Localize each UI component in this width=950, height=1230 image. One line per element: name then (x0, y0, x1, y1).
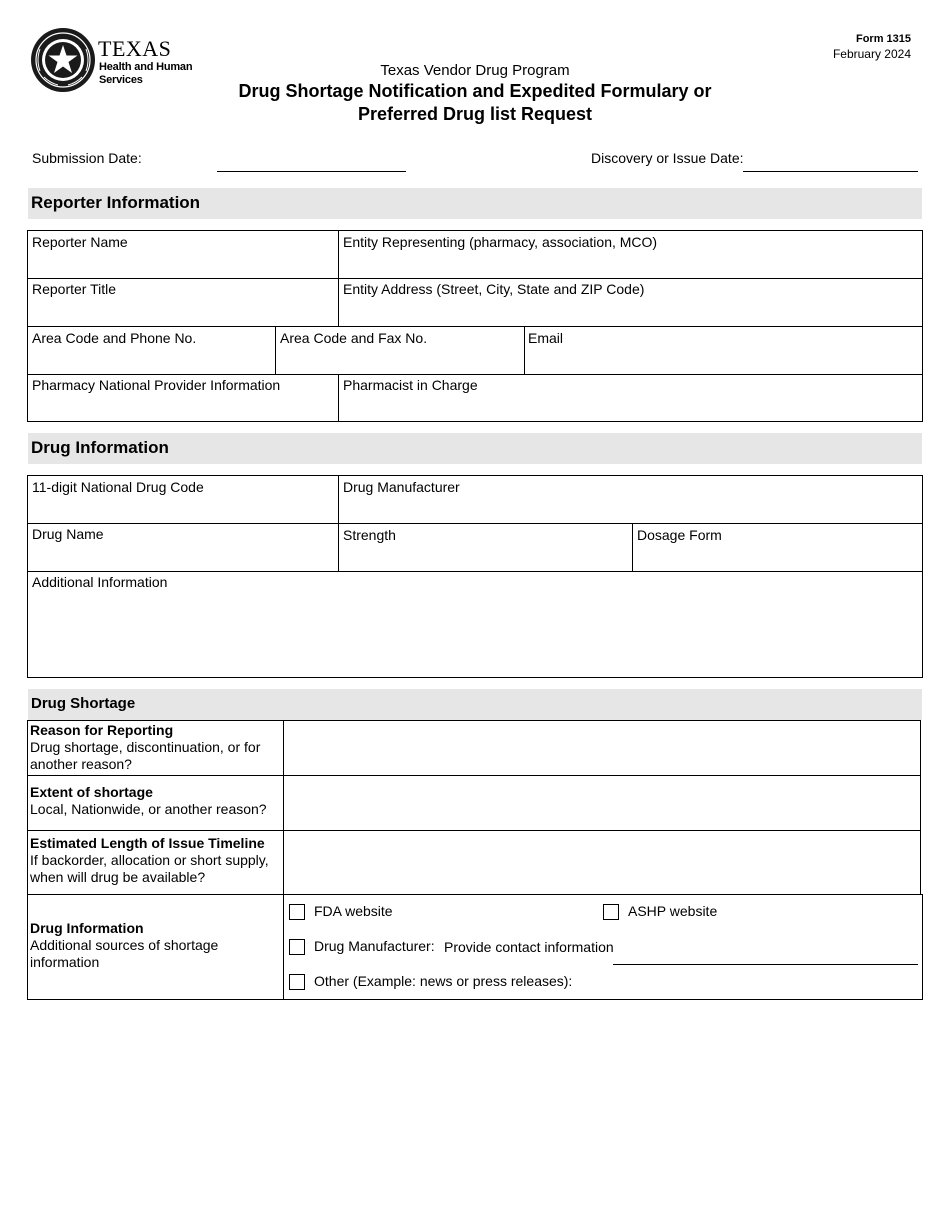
ashp-checkbox[interactable] (603, 904, 619, 920)
sources-row-label (30, 920, 245, 971)
logo-wordmark: TEXAS (98, 36, 172, 61)
manufacturer-contact-field[interactable] (613, 964, 918, 965)
reason-row-label (30, 722, 280, 773)
timeline-row-label (30, 835, 280, 886)
form-title (0, 80, 950, 126)
email-field[interactable]: Email (528, 330, 564, 346)
manufacturer-checkbox[interactable] (289, 939, 305, 955)
dosage-form-field[interactable]: Dosage Form (637, 527, 722, 543)
reason-desc: Drug shortage, discontinuation, or for another reason? (30, 739, 261, 772)
logo-subtitle-line1: Health and Human (99, 61, 193, 73)
fax-field[interactable]: Area Code and Fax No. (280, 330, 428, 346)
other-checkbox[interactable] (289, 974, 305, 990)
timeline-input[interactable] (285, 831, 919, 893)
drug-name-field[interactable]: Drug Name (32, 526, 104, 542)
strength-field[interactable]: Strength (343, 527, 396, 543)
discovery-date-label: Discovery or Issue Date: (591, 150, 744, 166)
sources-title: Drug Information (30, 920, 144, 936)
other-label: Other (Example: news or press releases): (314, 973, 573, 989)
extent-input[interactable] (285, 776, 919, 829)
npi-field[interactable]: Pharmacy National Provider Information (32, 377, 281, 393)
sources-desc: Additional sources of shortage information (30, 937, 219, 970)
form-number: Form 1315 (855, 33, 911, 45)
extent-title: Extent of shortage (30, 784, 153, 800)
reporter-section-header (28, 188, 922, 219)
logo-subtitle-line2: Services (99, 74, 143, 86)
ashp-label: ASHP website (628, 903, 718, 919)
reporter-name-field[interactable]: Reporter Name (32, 234, 128, 250)
pharmacist-field[interactable]: Pharmacist in Charge (343, 377, 478, 393)
form-date: February 2024 (832, 47, 911, 61)
reporter-section-title: Reporter Information (31, 193, 201, 212)
phone-field[interactable]: Area Code and Phone No. (32, 330, 197, 346)
fda-label: FDA website (314, 903, 393, 919)
timeline-title: Estimated Length of Issue Timeline (30, 835, 265, 851)
program-name: Texas Vendor Drug Program (380, 62, 570, 79)
form-title-line2: Preferred Drug list Request (357, 104, 593, 124)
additional-info-field[interactable]: Additional Information (32, 574, 168, 590)
entity-representing-field[interactable]: Entity Representing (pharmacy, association, MCO) (343, 234, 658, 250)
reporter-table (27, 230, 923, 422)
extent-row-label (30, 784, 280, 818)
form-title-line1: Drug Shortage Notification and Expedited Formulary or (238, 81, 712, 101)
drug-section-title: Drug Information (31, 438, 169, 457)
fda-checkbox[interactable] (289, 904, 305, 920)
manufacturer-contact-hint: Provide contact information (444, 939, 614, 955)
discovery-date-field[interactable] (743, 171, 918, 172)
reason-input[interactable] (285, 721, 919, 774)
shortage-section-header (28, 689, 922, 720)
entity-address-field[interactable]: Entity Address (Street, City, State and ZIP Code) (343, 281, 645, 297)
manufacturer-field[interactable]: Drug Manufacturer (343, 479, 460, 495)
manufacturer-label: Drug Manufacturer: (314, 938, 435, 954)
extent-desc: Local, Nationwide, or another reason? (30, 801, 267, 817)
timeline-desc: If backorder, allocation or short supply, when will drug be available? (30, 852, 269, 885)
shortage-section-title: Drug Shortage (31, 695, 136, 712)
drug-section-header (28, 433, 922, 464)
ndc-field[interactable]: 11-digit National Drug Code (32, 479, 204, 495)
reason-title: Reason for Reporting (30, 722, 174, 738)
drug-table (27, 475, 923, 678)
submission-date-label: Submission Date: (32, 150, 142, 166)
shortage-table (27, 720, 923, 1000)
submission-date-field[interactable] (217, 171, 406, 172)
reporter-title-field[interactable]: Reporter Title (32, 281, 117, 297)
